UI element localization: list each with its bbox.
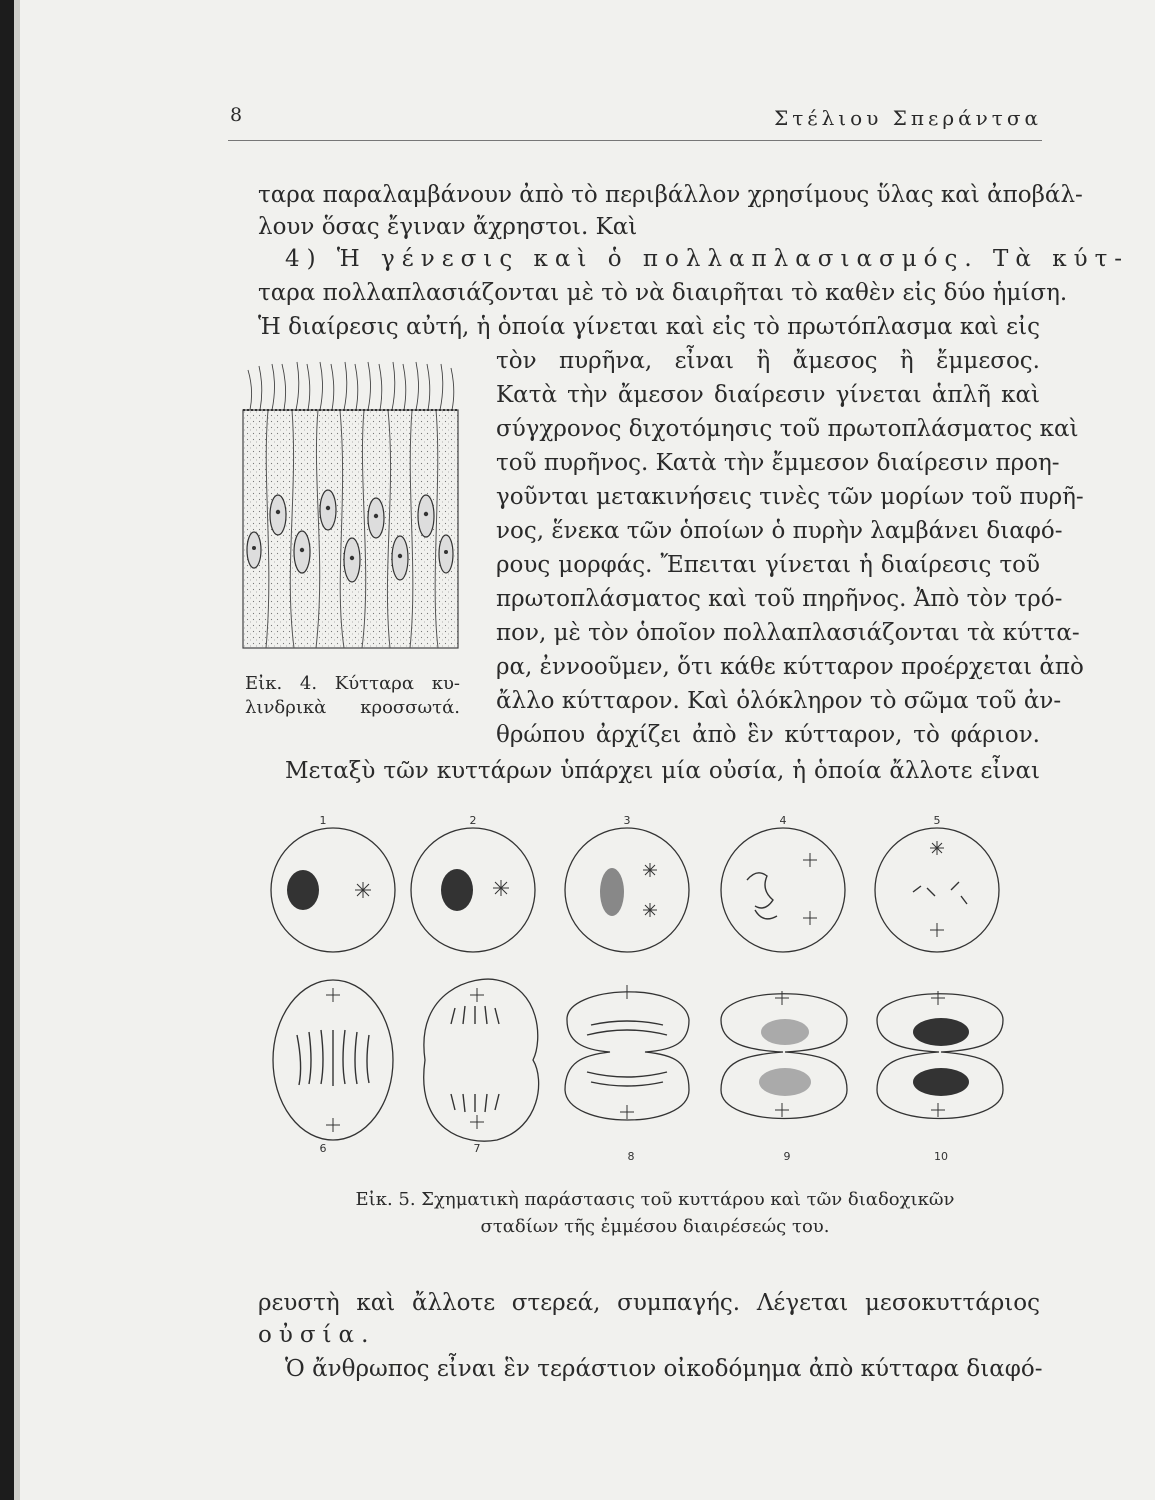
text-line: ἄλλο κύτταρον. Καὶ ὁλόκληρον τὸ σῶμα τοῦ ἀν- bbox=[496, 688, 1062, 714]
stage-label: 3 bbox=[623, 814, 631, 827]
text-line: νος, ἕνεκα τῶν ὁποίων ὁ πυρὴν λαμβάνει διαφό- bbox=[496, 518, 1063, 544]
text-line: Κατὰ τὴν ἄμεσον διαίρεσιν γίνεται ἁπλῆ καὶ bbox=[496, 382, 1040, 408]
text-line: σύγχρονος διχοτόμησις τοῦ πρωτοπλάσματος καὶ bbox=[496, 416, 1079, 442]
text-line: ρα, ἐννοοῦμεν, ὅτι κάθε κύτταρον προέρχεται ἀπὸ bbox=[496, 654, 1084, 680]
stage-label: 6 bbox=[319, 1142, 327, 1155]
stage-label: 9 bbox=[783, 1150, 791, 1163]
stage-label: 1 bbox=[319, 814, 327, 827]
page-header bbox=[228, 100, 1042, 141]
section-heading-line: 4) Ἡ γένεσις καὶ ὁ πολλαπλασιασμός. Τὰ κύτ- bbox=[285, 246, 1130, 272]
text-line: ταρα πολλαπλασιάζονται μὲ τὸ νὰ διαιρῆται τὸ καθὲν εἰς δύο ἡμίση. bbox=[258, 280, 1068, 306]
stage-label: 2 bbox=[469, 814, 477, 827]
stage-label: 4 bbox=[779, 814, 787, 827]
text-line: οὐσία. bbox=[258, 1322, 376, 1348]
text-line: θρώπου ἀρχίζει ἀπὸ ἓν κύτταρον, τὸ φάριον. bbox=[496, 722, 1040, 748]
figure-4-caption-line: λινδρικὰ κροσσωτά. bbox=[245, 697, 460, 718]
figure-5-caption-line: σταδίων τῆς ἐμμέσου διαιρέσεώς του. bbox=[480, 1216, 830, 1237]
text-line: Ὁ ἄνθρωπος εἶναι ἓν τεράστιον οἰκοδόμημα ἀπὸ κύτταρα διαφό- bbox=[285, 1356, 1043, 1382]
text-line: γοῦνται μετακινήσεις τινὲς τῶν μορίων τοῦ πυρῆ- bbox=[496, 484, 1084, 510]
stage-label: 7 bbox=[473, 1142, 481, 1155]
text-line: λουν ὅσας ἔγιναν ἄχρηστοι. Καὶ bbox=[258, 214, 638, 240]
stage-label: 10 bbox=[934, 1150, 948, 1163]
text-line: ταρα παραλαμβάνουν ἀπὸ τὸ περιβάλλον χρησίμους ὕλας καὶ ἀποβάλ- bbox=[258, 182, 1083, 208]
running-title: Στέλιου Σπεράντσα bbox=[774, 106, 1042, 130]
scan-border-shadow bbox=[14, 0, 20, 1500]
figure-4-caption bbox=[245, 672, 460, 720]
figure-5-caption bbox=[290, 1186, 1020, 1240]
text-line: πρωτοπλάσματος καὶ τοῦ πηρῆνος. Ἀπὸ τὸν τρό- bbox=[496, 586, 1063, 612]
figure-5-cell-division-stages bbox=[265, 810, 1025, 1170]
text-line: τὸν πυρῆνα, εἶναι ἢ ἄμεσος ἢ ἔμμεσος. bbox=[496, 348, 1040, 374]
figure-4-ciliated-cells bbox=[240, 360, 470, 660]
text-line: ρους μορφάς. Ἔπειται γίνεται ἡ διαίρεσις τοῦ bbox=[496, 552, 1040, 578]
page-number: 8 bbox=[230, 104, 243, 126]
text-line: ρευστὴ καὶ ἄλλοτε στερεά, συμπαγής. Λέγεται μεσοκυττάριος bbox=[258, 1290, 1040, 1316]
text-line: Ἡ διαίρεσις αὐτή, ἡ ὁποία γίνεται καὶ εἰς τὸ πρωτόπλασμα καὶ εἰς bbox=[258, 314, 1040, 340]
text-line: Μεταξὺ τῶν κυττάρων ὑπάρχει μία οὐσία, ἡ ὁποία ἄλλοτε εἶναι bbox=[285, 758, 1040, 784]
figure-4-caption-line: Εἰκ. 4. Κύτταρα κυ- bbox=[245, 673, 460, 694]
text-line: πον, μὲ τὸν ὁποῖον πολλαπλασιάζονται τὰ κύττα- bbox=[496, 620, 1080, 646]
stage-label: 8 bbox=[627, 1150, 635, 1163]
figure-5-caption-line: Εἰκ. 5. Σχηματικὴ παράστασις τοῦ κυττάρου καὶ τῶν διαδοχικῶν bbox=[355, 1189, 955, 1210]
text-line: τοῦ πυρῆνος. Κατὰ τὴν ἔμμεσον διαίρεσιν προη- bbox=[496, 450, 1060, 476]
stage-label: 5 bbox=[933, 814, 941, 827]
scan-border bbox=[0, 0, 14, 1500]
